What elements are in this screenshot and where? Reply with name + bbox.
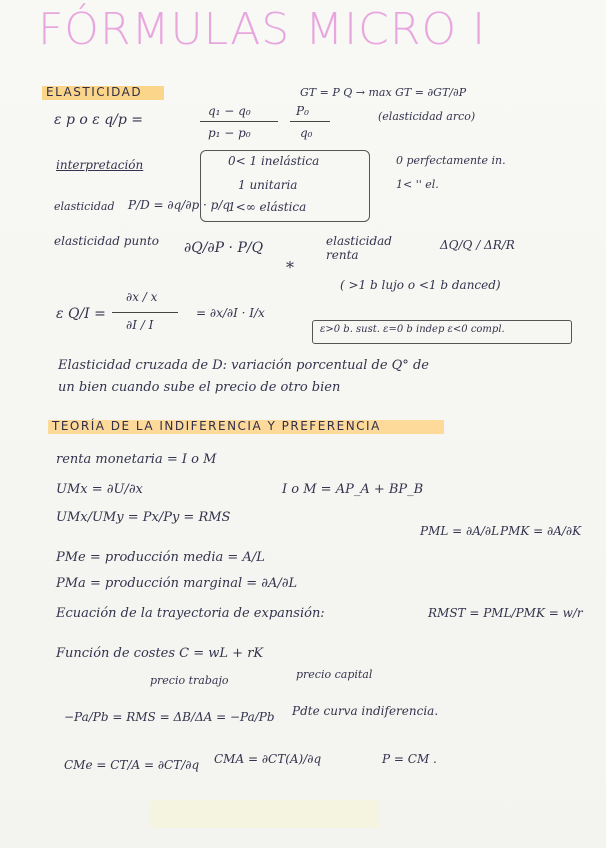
perfect-note-1: 0 perfectamente in. [396,154,506,167]
faint-highlight [150,800,380,828]
pdte-note: Pdte curva indiferencia. [292,704,439,718]
elasticity-symbols: ε p o ε q/p = [54,112,144,128]
eq-left: ε Q/I = [56,306,106,322]
cme-formula: CMe = CT/A = ∂CT/∂q [64,758,200,772]
renta-formula: ΔQ/Q / ΔR/R [440,238,515,252]
cruzada-line-1: Elasticidad cruzada de D: variación porcentual de Q° de [58,358,429,373]
arc-numerator: q₁ − q₀ [208,104,251,118]
box-line-2: 1 unitaria [238,178,298,192]
eq-right: = ∂x/∂I · I/x [196,306,265,320]
pma-formula: PMa = producción marginal = ∂A/∂L [56,576,298,591]
gt-formula: GT = P Q → max GT = ∂GT/∂P [300,86,467,99]
punto-formula: ∂Q/∂P · P/Q [184,240,264,256]
page-title: FÓRMULAS MICRO I [38,4,487,55]
costes-formula: Función de costes C = wL + rK [56,646,264,661]
pml-formula: PML = ∂A/∂L [420,524,500,538]
arc-denominator: p₁ − p₀ [208,126,251,140]
fraction-bar [200,121,278,122]
rmst-formula: RMST = PML/PMK = w/r [428,606,583,620]
renta-monetaria: renta monetaria = I o M [56,452,217,467]
pme-formula: PMe = producción media = A/L [56,550,265,565]
fraction-bar [112,312,178,313]
interpretacion-label: interpretación [56,158,144,172]
section-heading-teoria: TEORÍA DE LA INDIFERENCIA Y PREFERENCIA [52,419,381,433]
umx-formula: UMx = ∂U/∂x [56,482,143,497]
elasticidad-formula: P/D = ∂q/∂p · p/q [128,198,231,212]
box-line-3: 1<∞ elástica [228,200,307,214]
pa-pb-formula: −Pa/Pb = RMS = ΔB/ΔA = −Pa/Pb [64,710,275,724]
box-line-1: 0< 1 inelástica [228,154,320,168]
punto-label: elasticidad punto [54,234,159,248]
q0-term: q₀ [300,126,313,140]
iom-formula: I o M = AP_A + BP_B [282,482,424,497]
fraction-bar [290,121,330,122]
sust-text: ε>0 b. sust. ε=0 b indep ε<0 compl. [320,324,505,335]
p0-term: P₀ [296,104,309,118]
precio-capital: precio capital [296,668,373,681]
um-ratio: UMx/UMy = Px/Py = RMS [56,510,231,525]
star-mark: * [286,258,294,277]
cma-formula: CMA = ∂CT(A)/∂q [214,752,322,766]
ecuacion-label: Ecuación de la trayectoria de expansión: [56,606,325,621]
renta-label: elasticidad renta [326,234,392,262]
section-heading-elasticidad: ELASTICIDAD [46,85,143,99]
arco-note: (elasticidad arco) [378,110,476,123]
p-cm-formula: P = CM . [382,752,437,766]
renta-condition: ( >1 b lujo o <1 b danced) [340,278,501,292]
cruzada-line-2: un bien cuando sube el precio de otro bien [58,380,341,395]
perfect-note-2: 1< '' el. [396,178,439,191]
pmk-formula: PMK = ∂A/∂K [500,524,582,538]
eq-numerator: ∂x / x [126,290,158,304]
elasticidad-label: elasticidad [54,200,115,213]
eq-denominator: ∂I / I [126,318,154,332]
precio-trabajo: precio trabajo [150,674,229,687]
